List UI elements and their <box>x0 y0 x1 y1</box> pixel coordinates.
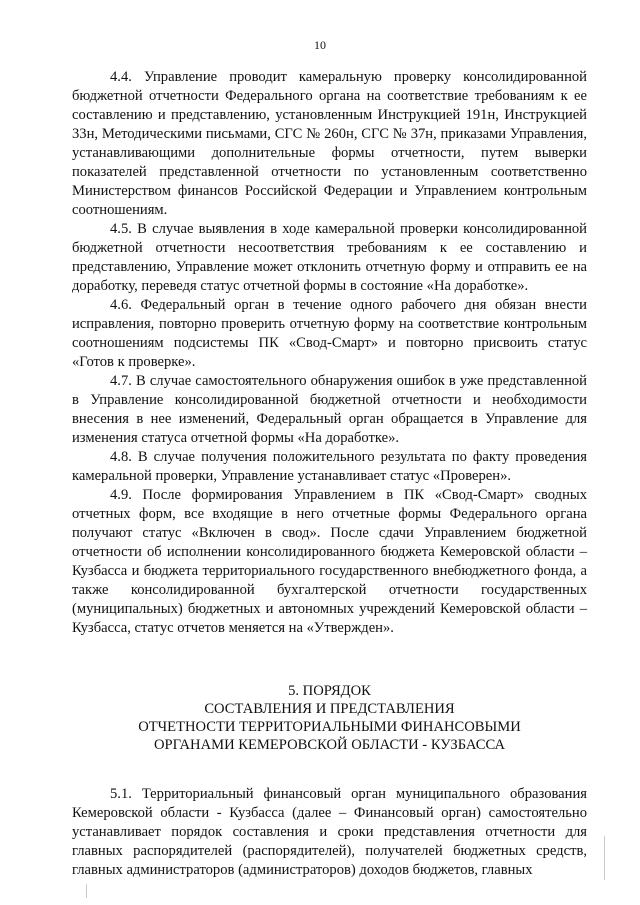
section-heading-line: ОРГАНАМИ КЕМЕРОВСКОЙ ОБЛАСТИ - КУЗБАССА <box>153 737 505 753</box>
scan-mark <box>604 836 605 880</box>
paragraph-4-6: 4.6. Федеральный орган в течение одного рабочего дня обязан внести исправления, повторно проверить отчетную форму на соответствие контрольным соотношениям подсистемы ПК «Свод-Смарт» и повторно присвоить статус «Готов к проверке». <box>72 297 587 370</box>
scan-mark <box>86 884 87 898</box>
section-heading <box>72 682 587 754</box>
page-number: 10 <box>314 38 326 52</box>
paragraph-4-5: 4.5. В случае выявления в ходе камеральной проверки консолидированной бюджетной отчетности несоответствия требованиям к ее составлению и представлению, Управление может отклонить отчетную форму и отправить ее на доработку, переведя статус отчетной формы в состояние «На доработке». <box>72 221 587 294</box>
paragraph-4-7: 4.7. В случае самостоятельного обнаружения ошибок в уже представленной в Управление консолидированной бюджетной отчетности и необходимости внесения в нее изменений, Федеральный орган обращается в Управление для изменения статуса отчетной формы «На доработке». <box>72 373 587 446</box>
paragraph-5-1: 5.1. Территориальный финансовый орган муниципального образования Кемеровской области - Кузбасса (далее – Финансовый орган) самостоятельно устанавливает порядок составления и сроки представления отчетности для главных распорядителей (распорядителей), получателей бюджетных средств, главных администраторов (администраторов) доходов бюджетов, главных <box>72 786 587 878</box>
paragraph-4-4: 4.4. Управление проводит камеральную проверку консолидированной бюджетной отчетности Федерального органа на соответствие требованиям к ее составлению и представлению, установленным Инструкцией 191н, Инструкцией 33н, Методическими письмами, СГС № 260н, СГС № 37н, приказами Управления, устанавливающими дополнительные формы отчетности, путем выверки показателей представленной отчетности по установленным соответственно Министерством финансов Российской Федерации и Управлением контрольным соотношениям. <box>72 69 587 218</box>
section-heading-line: ОТЧЕТНОСТИ ТЕРРИТОРИАЛЬНЫМИ ФИНАНСОВЫМИ <box>138 719 521 735</box>
paragraph-4-8: 4.8. В случае получения положительного результата по факту проведения камеральной проверки, Управление устанавливает статус «Проверен». <box>72 449 587 484</box>
section-heading-line: 5. ПОРЯДОК <box>288 683 371 699</box>
document-body <box>72 68 587 880</box>
section-heading-line: СОСТАВЛЕНИЯ И ПРЕДСТАВЛЕНИЯ <box>204 701 455 717</box>
paragraph-4-9: 4.9. После формирования Управлением в ПК «Свод-Смарт» сводных отчетных форм, все входящие в него отчетные формы Федерального органа получают статус «Включен в свод». После сдачи Управлением бюджетной отчетности об исполнении консолидированного бюджета Кемеровской области – Кузбасса и бюджета территориального государственного внебюджетного фонда, а также консолидированной бухгалтерской отчетности государственных (муниципальных) бюджетных и автономных учреждений Кемеровской области – Кузбасса, статус отчетов меняется на «Утвержден». <box>72 487 587 636</box>
